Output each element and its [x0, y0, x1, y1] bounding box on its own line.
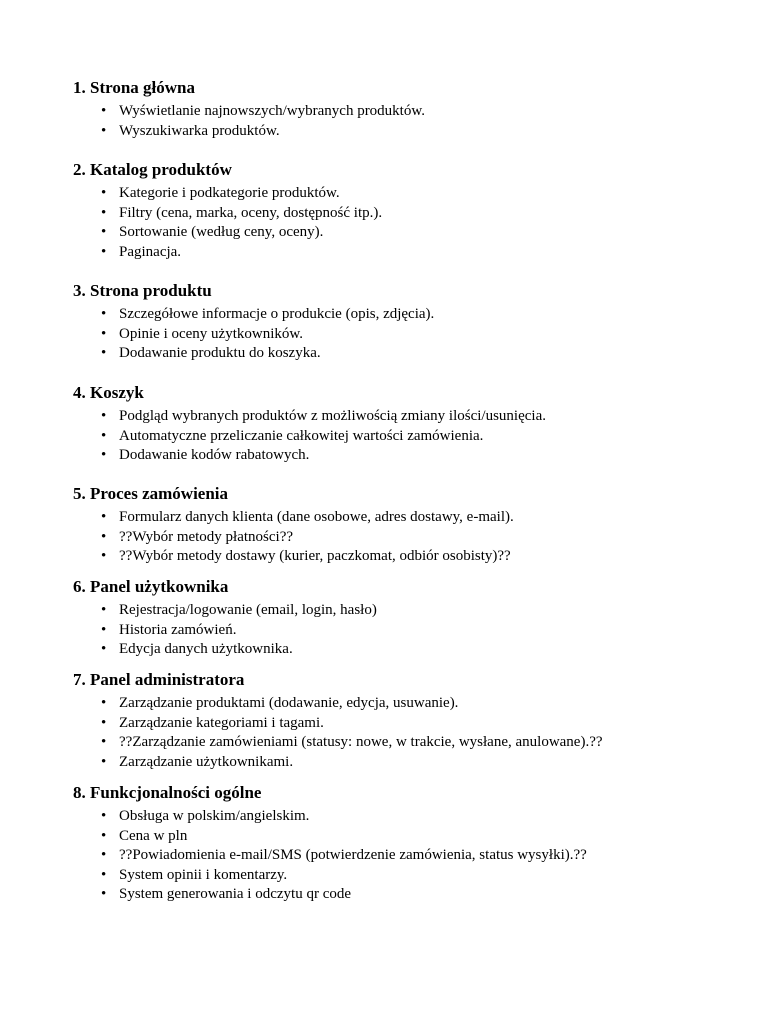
- list-item: [73, 407, 713, 427]
- list-item: [73, 885, 713, 905]
- list-item: [73, 184, 713, 204]
- list-item-text: Podgląd wybranych produktów z możliwością zmiany ilości/usunięcia.: [119, 408, 546, 424]
- list-item: [73, 714, 713, 734]
- list-item-text: Filtry (cena, marka, oceny, dostępność itp.).: [119, 204, 383, 221]
- list-item: [73, 344, 713, 364]
- list-item: [73, 866, 713, 886]
- bullet-icon: •: [101, 528, 107, 545]
- bullet-icon: •: [101, 185, 107, 201]
- bullet-icon: •: [101, 602, 107, 618]
- bullet-icon: •: [101, 408, 107, 424]
- bullet-icon: •: [101, 122, 107, 139]
- list-item: [73, 102, 713, 122]
- bullet-icon: •: [101, 827, 107, 844]
- list-item-text: ??Wybór metody dostawy (kurier, paczkomat, odbiór osobisty)??: [119, 548, 511, 564]
- list-item: [73, 305, 713, 325]
- list-item-text: Edycja danych użytkownika.: [119, 641, 293, 657]
- list-item: [73, 846, 713, 866]
- list-item-text: ??Powiadomienia e-mail/SMS (potwierdzenie zamówienia, status wysyłki).??: [119, 847, 587, 863]
- list-item: [73, 223, 713, 243]
- list-item-text: Zarządzanie użytkownikami.: [119, 753, 294, 770]
- list-item-text: Obsługa w polskim/angielskim.: [119, 808, 310, 824]
- bullet-icon: •: [101, 714, 107, 731]
- bullet-icon: •: [101, 509, 107, 525]
- list-item: [73, 547, 713, 567]
- section-title: 3. Strona produktu: [73, 281, 212, 300]
- bullet-icon: •: [101, 306, 107, 322]
- section-strona-glowna: [73, 78, 713, 141]
- bullet-icon: •: [101, 447, 107, 463]
- list-item-text: Szczegółowe informacje o produkcie (opis, zdjęcia).: [119, 306, 435, 322]
- list-item: [73, 733, 713, 753]
- section-proces-zamowienia: [73, 484, 713, 567]
- bullet-icon: •: [101, 847, 107, 863]
- list-item: [73, 446, 713, 466]
- list-item: [73, 621, 713, 641]
- section-title: 2. Katalog produktów: [73, 160, 232, 179]
- list-item: [73, 601, 713, 621]
- bullet-icon: •: [101, 886, 107, 902]
- section-title: 5. Proces zamówienia: [73, 484, 229, 503]
- bullet-icon: •: [101, 753, 107, 770]
- list-item-text: System generowania i odczytu qr code: [119, 886, 352, 902]
- section-title: 1. Strona główna: [73, 78, 196, 97]
- section-panel-uzytkownika: [73, 577, 713, 660]
- bullet-icon: •: [101, 734, 107, 750]
- section-katalog-produktow: [73, 160, 713, 262]
- list-item: [73, 243, 713, 263]
- list-item: [73, 122, 713, 142]
- list-item-text: Rejestracja/logowanie (email, login, hasło): [119, 602, 377, 618]
- bullet-icon: •: [101, 345, 107, 361]
- list-item-text: Formularz danych klienta (dane osobowe, adres dostawy, e-mail).: [119, 509, 514, 525]
- list-item-text: ??Zarządzanie zamówieniami (statusy: nowe, w trakcie, wysłane, anulowane).??: [119, 734, 603, 750]
- list-item-text: Zarządzanie produktami (dodawanie, edycja, usuwanie).: [119, 695, 459, 711]
- bullet-icon: •: [101, 866, 107, 883]
- list-item-text: Opinie i oceny użytkowników.: [119, 325, 303, 342]
- section-title: 8. Funkcjonalności ogólne: [73, 783, 262, 802]
- section-list: [73, 102, 713, 141]
- list-item-text: Dodawanie produktu do koszyka.: [119, 345, 321, 361]
- bullet-icon: •: [101, 641, 107, 657]
- section-title: 7. Panel administratora: [73, 670, 245, 689]
- bullet-icon: •: [101, 808, 107, 824]
- list-item: [73, 827, 713, 847]
- bullet-icon: •: [101, 204, 107, 221]
- list-item-text: Wyszukiwarka produktów.: [119, 122, 280, 139]
- list-item-text: System opinii i komentarzy.: [119, 866, 288, 883]
- list-item-text: Dodawanie kodów rabatowych.: [119, 447, 310, 463]
- bullet-icon: •: [101, 621, 107, 638]
- bullet-icon: •: [101, 243, 107, 260]
- bullet-icon: •: [101, 103, 107, 119]
- section-list: [73, 305, 713, 364]
- list-item: [73, 640, 713, 660]
- list-item-text: Zarządzanie kategoriami i tagami.: [119, 714, 324, 731]
- section-list: [73, 694, 713, 772]
- list-item-text: Wyświetlanie najnowszych/wybranych produktów.: [119, 103, 425, 119]
- section-panel-administratora: [73, 670, 713, 772]
- section-funkcjonalnosci-ogolne: [73, 783, 713, 905]
- list-item: [73, 427, 713, 447]
- list-item-text: Paginacja.: [119, 243, 182, 260]
- bullet-icon: •: [101, 325, 107, 342]
- section-list: [73, 407, 713, 466]
- bullet-icon: •: [101, 427, 107, 444]
- section-koszyk: [73, 383, 713, 466]
- list-item: [73, 325, 713, 345]
- list-item: [73, 508, 713, 528]
- list-item-text: Automatyczne przeliczanie całkowitej wartości zamówienia.: [119, 427, 484, 444]
- list-item-text: Sortowanie (według ceny, oceny).: [119, 224, 324, 240]
- list-item-text: Kategorie i podkategorie produktów.: [119, 185, 340, 201]
- list-item: [73, 807, 713, 827]
- bullet-icon: •: [101, 224, 107, 240]
- section-strona-produktu: [73, 281, 713, 364]
- bullet-icon: •: [101, 695, 107, 711]
- list-item-text: ??Wybór metody płatności??: [119, 528, 294, 545]
- section-list: [73, 601, 713, 660]
- list-item-text: Cena w pln: [119, 827, 188, 844]
- section-title: 4. Koszyk: [73, 383, 144, 402]
- list-item-text: Historia zamówień.: [119, 621, 237, 638]
- section-list: [73, 807, 713, 905]
- list-item: [73, 204, 713, 224]
- section-title: 6. Panel użytkownika: [73, 577, 229, 596]
- list-item: [73, 694, 713, 714]
- list-item: [73, 528, 713, 548]
- list-item: [73, 753, 713, 773]
- bullet-icon: •: [101, 548, 107, 564]
- section-list: [73, 184, 713, 262]
- section-list: [73, 508, 713, 567]
